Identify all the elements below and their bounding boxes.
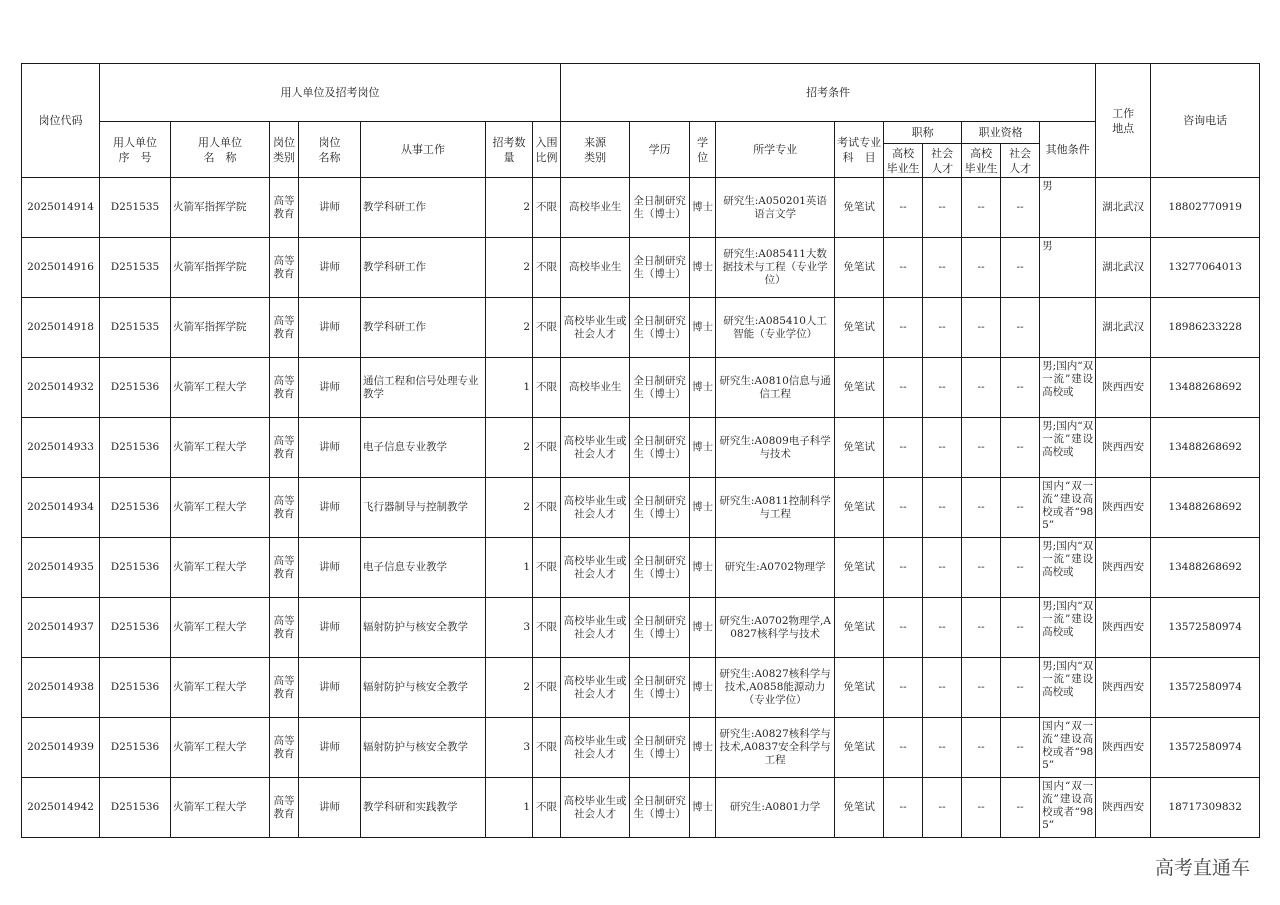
cell-major: 研究生:A0827核科学与技术,A0858能源动力（专业学位） bbox=[716, 658, 835, 718]
cell-work: 辐射防护与核安全教学 bbox=[361, 598, 486, 658]
cell-degree: 博士 bbox=[690, 598, 716, 658]
cell-location: 陕西西安 bbox=[1096, 418, 1151, 478]
cell-exam: 免笔试 bbox=[835, 358, 884, 418]
cell-education: 全日制研究生（博士） bbox=[630, 238, 690, 298]
cell-degree: 博士 bbox=[690, 538, 716, 598]
header-work: 从事工作 bbox=[361, 122, 486, 178]
cell-unit-seq: D251536 bbox=[100, 478, 171, 538]
header-position-code: 岗位代码 bbox=[22, 64, 100, 178]
cell-other bbox=[1040, 598, 1096, 658]
cell-code: 2025014937 bbox=[22, 598, 100, 658]
cell-unit-seq: D251535 bbox=[100, 178, 171, 238]
other-conditions-text: 男 bbox=[1042, 239, 1053, 252]
cell-ratio: 不限 bbox=[533, 238, 561, 298]
cell-code: 2025014933 bbox=[22, 418, 100, 478]
cell-code: 2025014935 bbox=[22, 538, 100, 598]
cell-source: 高校毕业生或社会人才 bbox=[561, 298, 630, 358]
cell-phone: 13488268692 bbox=[1151, 478, 1260, 538]
cell-major: 研究生:A0702物理学 bbox=[716, 538, 835, 598]
watermark: 高考直通车 bbox=[1154, 857, 1250, 879]
cell-ratio: 不限 bbox=[533, 358, 561, 418]
cell-major: 研究生:A085411大数据技术与工程（专业学位） bbox=[716, 238, 835, 298]
cell-phone: 13488268692 bbox=[1151, 358, 1260, 418]
table-row bbox=[22, 538, 1260, 598]
cell-location: 陕西西安 bbox=[1096, 778, 1151, 838]
recruitment-table bbox=[21, 63, 1260, 838]
header-count: 招考数量 bbox=[486, 122, 533, 178]
header-source: 来源 类别 bbox=[561, 122, 630, 178]
cell-title-grad: -- bbox=[884, 658, 923, 718]
cell-unit-seq: D251536 bbox=[100, 598, 171, 658]
header-conditions: 招考条件 bbox=[561, 64, 1096, 122]
cell-title-social: -- bbox=[923, 658, 962, 718]
cell-source: 高校毕业生 bbox=[561, 358, 630, 418]
cell-ratio: 不限 bbox=[533, 478, 561, 538]
cell-code: 2025014918 bbox=[22, 298, 100, 358]
cell-other bbox=[1040, 718, 1096, 778]
cell-post-type: 高等教育 bbox=[270, 238, 299, 298]
cell-title-social: -- bbox=[923, 478, 962, 538]
cell-qual-grad: -- bbox=[962, 538, 1001, 598]
cell-post-type: 高等教育 bbox=[270, 298, 299, 358]
cell-exam: 免笔试 bbox=[835, 778, 884, 838]
cell-education: 全日制研究生（博士） bbox=[630, 598, 690, 658]
cell-unit-seq: D251536 bbox=[100, 658, 171, 718]
cell-qual-grad: -- bbox=[962, 418, 1001, 478]
cell-source: 高校毕业生或社会人才 bbox=[561, 658, 630, 718]
cell-qual-grad: -- bbox=[962, 358, 1001, 418]
other-conditions-text: 男;国内“双一流”建设高校或 bbox=[1042, 419, 1094, 458]
cell-qual-grad: -- bbox=[962, 238, 1001, 298]
cell-qual-social: -- bbox=[1001, 598, 1040, 658]
cell-qual-grad: -- bbox=[962, 658, 1001, 718]
cell-post-name: 讲师 bbox=[299, 778, 361, 838]
cell-title-grad: -- bbox=[884, 538, 923, 598]
cell-post-type: 高等教育 bbox=[270, 358, 299, 418]
cell-post-name: 讲师 bbox=[299, 418, 361, 478]
cell-degree: 博士 bbox=[690, 358, 716, 418]
cell-unit-name: 火箭军工程大学 bbox=[171, 478, 270, 538]
cell-exam: 免笔试 bbox=[835, 718, 884, 778]
cell-other bbox=[1040, 238, 1096, 298]
cell-post-name: 讲师 bbox=[299, 718, 361, 778]
table-row bbox=[22, 358, 1260, 418]
header-title-social: 社会 人才 bbox=[923, 144, 962, 178]
cell-qual-social: -- bbox=[1001, 718, 1040, 778]
cell-education: 全日制研究生（博士） bbox=[630, 658, 690, 718]
cell-exam: 免笔试 bbox=[835, 478, 884, 538]
cell-unit-name: 火箭军工程大学 bbox=[171, 658, 270, 718]
cell-unit-name: 火箭军工程大学 bbox=[171, 778, 270, 838]
header-location: 工作 地点 bbox=[1096, 64, 1151, 178]
cell-major: 研究生:A0702物理学,A0827核科学与技术 bbox=[716, 598, 835, 658]
cell-title-grad: -- bbox=[884, 298, 923, 358]
cell-unit-name: 火箭军工程大学 bbox=[171, 598, 270, 658]
cell-unit-seq: D251536 bbox=[100, 538, 171, 598]
cell-count: 2 bbox=[486, 418, 533, 478]
cell-post-name: 讲师 bbox=[299, 478, 361, 538]
other-conditions-text: 男;国内“双一流”建设高校或 bbox=[1042, 359, 1094, 398]
cell-work: 教学科研工作 bbox=[361, 298, 486, 358]
cell-degree: 博士 bbox=[690, 718, 716, 778]
cell-title-social: -- bbox=[923, 418, 962, 478]
cell-phone: 13572580974 bbox=[1151, 598, 1260, 658]
cell-unit-seq: D251536 bbox=[100, 418, 171, 478]
cell-exam: 免笔试 bbox=[835, 418, 884, 478]
cell-title-social: -- bbox=[923, 538, 962, 598]
cell-title-social: -- bbox=[923, 778, 962, 838]
cell-major: 研究生:A0809电子科学与技术 bbox=[716, 418, 835, 478]
header-education: 学历 bbox=[630, 122, 690, 178]
cell-work: 辐射防护与核安全教学 bbox=[361, 718, 486, 778]
other-conditions-text bbox=[1042, 300, 1093, 356]
cell-qual-social: -- bbox=[1001, 658, 1040, 718]
cell-source: 高校毕业生或社会人才 bbox=[561, 598, 630, 658]
header-unit-and-position: 用人单位及招考岗位 bbox=[100, 64, 561, 122]
cell-count: 1 bbox=[486, 778, 533, 838]
cell-degree: 博士 bbox=[690, 778, 716, 838]
cell-unit-name: 火箭军指挥学院 bbox=[171, 298, 270, 358]
table-row bbox=[22, 658, 1260, 718]
table-body bbox=[22, 178, 1260, 838]
cell-ratio: 不限 bbox=[533, 598, 561, 658]
cell-qual-social: -- bbox=[1001, 478, 1040, 538]
table-row bbox=[22, 598, 1260, 658]
header-qual-grad: 高校 毕业生 bbox=[962, 144, 1001, 178]
header-phone: 咨询电话 bbox=[1151, 64, 1260, 178]
cell-qual-grad: -- bbox=[962, 778, 1001, 838]
cell-post-type: 高等教育 bbox=[270, 658, 299, 718]
cell-source: 高校毕业生或社会人才 bbox=[561, 538, 630, 598]
cell-title-social: -- bbox=[923, 598, 962, 658]
cell-degree: 博士 bbox=[690, 418, 716, 478]
cell-education: 全日制研究生（博士） bbox=[630, 358, 690, 418]
cell-count: 2 bbox=[486, 298, 533, 358]
cell-exam: 免笔试 bbox=[835, 658, 884, 718]
cell-major: 研究生:A0811控制科学与工程 bbox=[716, 478, 835, 538]
cell-unit-seq: D251535 bbox=[100, 298, 171, 358]
cell-post-type: 高等教育 bbox=[270, 478, 299, 538]
other-conditions-text: 国内“双一流”建设高校或者“985” bbox=[1042, 479, 1094, 531]
cell-post-name: 讲师 bbox=[299, 358, 361, 418]
table-row bbox=[22, 298, 1260, 358]
cell-major: 研究生:A050201英语语言文学 bbox=[716, 178, 835, 238]
cell-count: 1 bbox=[486, 538, 533, 598]
header-unit-seq: 用人单位 序 号 bbox=[100, 122, 171, 178]
cell-education: 全日制研究生（博士） bbox=[630, 778, 690, 838]
cell-post-name: 讲师 bbox=[299, 538, 361, 598]
cell-count: 2 bbox=[486, 658, 533, 718]
table-row bbox=[22, 718, 1260, 778]
cell-qual-grad: -- bbox=[962, 178, 1001, 238]
cell-title-social: -- bbox=[923, 718, 962, 778]
cell-location: 陕西西安 bbox=[1096, 718, 1151, 778]
cell-unit-name: 火箭军指挥学院 bbox=[171, 178, 270, 238]
cell-post-type: 高等教育 bbox=[270, 178, 299, 238]
cell-other bbox=[1040, 178, 1096, 238]
cell-location: 湖北武汉 bbox=[1096, 238, 1151, 298]
cell-qual-grad: -- bbox=[962, 598, 1001, 658]
cell-qual-social: -- bbox=[1001, 238, 1040, 298]
cell-work: 通信工程和信号处理专业教学 bbox=[361, 358, 486, 418]
cell-work: 教学科研工作 bbox=[361, 238, 486, 298]
cell-phone: 13572580974 bbox=[1151, 718, 1260, 778]
cell-code: 2025014914 bbox=[22, 178, 100, 238]
cell-title-social: -- bbox=[923, 298, 962, 358]
cell-unit-seq: D251536 bbox=[100, 358, 171, 418]
other-conditions-text: 男;国内“双一流”建设高校或 bbox=[1042, 599, 1094, 638]
cell-other bbox=[1040, 418, 1096, 478]
cell-education: 全日制研究生（博士） bbox=[630, 718, 690, 778]
cell-education: 全日制研究生（博士） bbox=[630, 298, 690, 358]
cell-count: 1 bbox=[486, 358, 533, 418]
cell-post-name: 讲师 bbox=[299, 658, 361, 718]
cell-location: 陕西西安 bbox=[1096, 478, 1151, 538]
cell-post-type: 高等教育 bbox=[270, 598, 299, 658]
cell-post-name: 讲师 bbox=[299, 598, 361, 658]
header-degree: 学位 bbox=[690, 122, 716, 178]
cell-title-grad: -- bbox=[884, 178, 923, 238]
cell-unit-seq: D251536 bbox=[100, 718, 171, 778]
cell-work: 辐射防护与核安全教学 bbox=[361, 658, 486, 718]
cell-work: 电子信息专业教学 bbox=[361, 538, 486, 598]
table-row bbox=[22, 238, 1260, 298]
cell-count: 2 bbox=[486, 478, 533, 538]
cell-work: 电子信息专业教学 bbox=[361, 418, 486, 478]
cell-unit-seq: D251535 bbox=[100, 238, 171, 298]
cell-post-name: 讲师 bbox=[299, 178, 361, 238]
cell-work: 飞行器制导与控制教学 bbox=[361, 478, 486, 538]
cell-title-grad: -- bbox=[884, 478, 923, 538]
cell-phone: 13277064013 bbox=[1151, 238, 1260, 298]
cell-other bbox=[1040, 658, 1096, 718]
cell-title-grad: -- bbox=[884, 598, 923, 658]
cell-qual-grad: -- bbox=[962, 298, 1001, 358]
cell-count: 3 bbox=[486, 598, 533, 658]
cell-education: 全日制研究生（博士） bbox=[630, 478, 690, 538]
header-qualification-group: 职业资格 bbox=[962, 122, 1040, 144]
cell-qual-grad: -- bbox=[962, 478, 1001, 538]
cell-title-grad: -- bbox=[884, 418, 923, 478]
cell-other bbox=[1040, 778, 1096, 838]
cell-degree: 博士 bbox=[690, 238, 716, 298]
cell-major: 研究生:A0801力学 bbox=[716, 778, 835, 838]
table-row bbox=[22, 778, 1260, 838]
cell-title-social: -- bbox=[923, 358, 962, 418]
cell-post-name: 讲师 bbox=[299, 298, 361, 358]
cell-post-type: 高等教育 bbox=[270, 418, 299, 478]
cell-qual-social: -- bbox=[1001, 358, 1040, 418]
cell-source: 高校毕业生或社会人才 bbox=[561, 418, 630, 478]
cell-post-type: 高等教育 bbox=[270, 778, 299, 838]
cell-ratio: 不限 bbox=[533, 538, 561, 598]
header-title-grad: 高校 毕业生 bbox=[884, 144, 923, 178]
cell-exam: 免笔试 bbox=[835, 538, 884, 598]
cell-title-grad: -- bbox=[884, 238, 923, 298]
cell-code: 2025014938 bbox=[22, 658, 100, 718]
other-conditions-text: 男;国内“双一流”建设高校或 bbox=[1042, 539, 1094, 578]
cell-post-type: 高等教育 bbox=[270, 718, 299, 778]
cell-exam: 免笔试 bbox=[835, 298, 884, 358]
cell-title-social: -- bbox=[923, 178, 962, 238]
cell-qual-social: -- bbox=[1001, 778, 1040, 838]
cell-phone: 13488268692 bbox=[1151, 538, 1260, 598]
cell-unit-seq: D251536 bbox=[100, 778, 171, 838]
cell-degree: 博士 bbox=[690, 298, 716, 358]
cell-phone: 18802770919 bbox=[1151, 178, 1260, 238]
cell-location: 陕西西安 bbox=[1096, 358, 1151, 418]
cell-education: 全日制研究生（博士） bbox=[630, 538, 690, 598]
cell-source: 高校毕业生或社会人才 bbox=[561, 778, 630, 838]
cell-ratio: 不限 bbox=[533, 178, 561, 238]
cell-degree: 博士 bbox=[690, 478, 716, 538]
cell-count: 2 bbox=[486, 178, 533, 238]
header-title-group: 职称 bbox=[884, 122, 962, 144]
cell-code: 2025014939 bbox=[22, 718, 100, 778]
cell-qual-social: -- bbox=[1001, 298, 1040, 358]
cell-code: 2025014942 bbox=[22, 778, 100, 838]
other-conditions-text: 男 bbox=[1042, 179, 1053, 192]
cell-source: 高校毕业生 bbox=[561, 178, 630, 238]
header-qual-social: 社会 人才 bbox=[1001, 144, 1040, 178]
header-major: 所学专业 bbox=[716, 122, 835, 178]
cell-unit-name: 火箭军工程大学 bbox=[171, 718, 270, 778]
cell-ratio: 不限 bbox=[533, 778, 561, 838]
header-other: 其他条件 bbox=[1040, 122, 1096, 178]
cell-education: 全日制研究生（博士） bbox=[630, 178, 690, 238]
cell-qual-social: -- bbox=[1001, 538, 1040, 598]
cell-other bbox=[1040, 358, 1096, 418]
cell-phone: 13488268692 bbox=[1151, 418, 1260, 478]
cell-post-type: 高等教育 bbox=[270, 538, 299, 598]
other-conditions-text: 国内“双一流”建设高校或者“985” bbox=[1042, 779, 1094, 831]
cell-count: 2 bbox=[486, 238, 533, 298]
cell-ratio: 不限 bbox=[533, 298, 561, 358]
cell-code: 2025014932 bbox=[22, 358, 100, 418]
cell-other bbox=[1040, 538, 1096, 598]
cell-location: 陕西西安 bbox=[1096, 598, 1151, 658]
cell-work: 教学科研工作 bbox=[361, 178, 486, 238]
table-row bbox=[22, 478, 1260, 538]
table-row bbox=[22, 418, 1260, 478]
cell-major: 研究生:A085410人工智能（专业学位） bbox=[716, 298, 835, 358]
cell-location: 陕西西安 bbox=[1096, 658, 1151, 718]
cell-unit-name: 火箭军工程大学 bbox=[171, 538, 270, 598]
cell-qual-social: -- bbox=[1001, 178, 1040, 238]
cell-ratio: 不限 bbox=[533, 658, 561, 718]
cell-ratio: 不限 bbox=[533, 718, 561, 778]
cell-other bbox=[1040, 298, 1096, 358]
cell-location: 陕西西安 bbox=[1096, 538, 1151, 598]
cell-source: 高校毕业生或社会人才 bbox=[561, 718, 630, 778]
cell-degree: 博士 bbox=[690, 178, 716, 238]
other-conditions-text: 男;国内“双一流”建设高校或 bbox=[1042, 659, 1094, 698]
header-unit-name: 用人单位 名 称 bbox=[171, 122, 270, 178]
cell-major: 研究生:A0810信息与通信工程 bbox=[716, 358, 835, 418]
cell-exam: 免笔试 bbox=[835, 178, 884, 238]
cell-unit-name: 火箭军工程大学 bbox=[171, 418, 270, 478]
cell-education: 全日制研究生（博士） bbox=[630, 418, 690, 478]
cell-unit-name: 火箭军工程大学 bbox=[171, 358, 270, 418]
cell-exam: 免笔试 bbox=[835, 598, 884, 658]
other-conditions-text: 国内“双一流”建设高校或者“985” bbox=[1042, 719, 1094, 771]
cell-other bbox=[1040, 478, 1096, 538]
cell-qual-social: -- bbox=[1001, 418, 1040, 478]
header-exam: 考试专业 科 目 bbox=[835, 122, 884, 178]
cell-degree: 博士 bbox=[690, 658, 716, 718]
cell-title-grad: -- bbox=[884, 778, 923, 838]
header-post-type: 岗位 类别 bbox=[270, 122, 299, 178]
header-post-name: 岗位 名称 bbox=[299, 122, 361, 178]
cell-phone: 18986233228 bbox=[1151, 298, 1260, 358]
cell-qual-grad: -- bbox=[962, 718, 1001, 778]
cell-count: 3 bbox=[486, 718, 533, 778]
cell-work: 教学科研和实践教学 bbox=[361, 778, 486, 838]
cell-title-grad: -- bbox=[884, 718, 923, 778]
table-row bbox=[22, 178, 1260, 238]
cell-post-name: 讲师 bbox=[299, 238, 361, 298]
cell-location: 湖北武汉 bbox=[1096, 298, 1151, 358]
cell-exam: 免笔试 bbox=[835, 238, 884, 298]
cell-code: 2025014916 bbox=[22, 238, 100, 298]
cell-phone: 18717309832 bbox=[1151, 778, 1260, 838]
cell-major: 研究生:A0827核科学与技术,A0837安全科学与工程 bbox=[716, 718, 835, 778]
cell-unit-name: 火箭军指挥学院 bbox=[171, 238, 270, 298]
cell-title-grad: -- bbox=[884, 358, 923, 418]
cell-ratio: 不限 bbox=[533, 418, 561, 478]
cell-phone: 13572580974 bbox=[1151, 658, 1260, 718]
cell-source: 高校毕业生或社会人才 bbox=[561, 478, 630, 538]
cell-location: 湖北武汉 bbox=[1096, 178, 1151, 238]
cell-code: 2025014934 bbox=[22, 478, 100, 538]
cell-source: 高校毕业生 bbox=[561, 238, 630, 298]
cell-title-social: -- bbox=[923, 238, 962, 298]
header-ratio: 入围 比例 bbox=[533, 122, 561, 178]
